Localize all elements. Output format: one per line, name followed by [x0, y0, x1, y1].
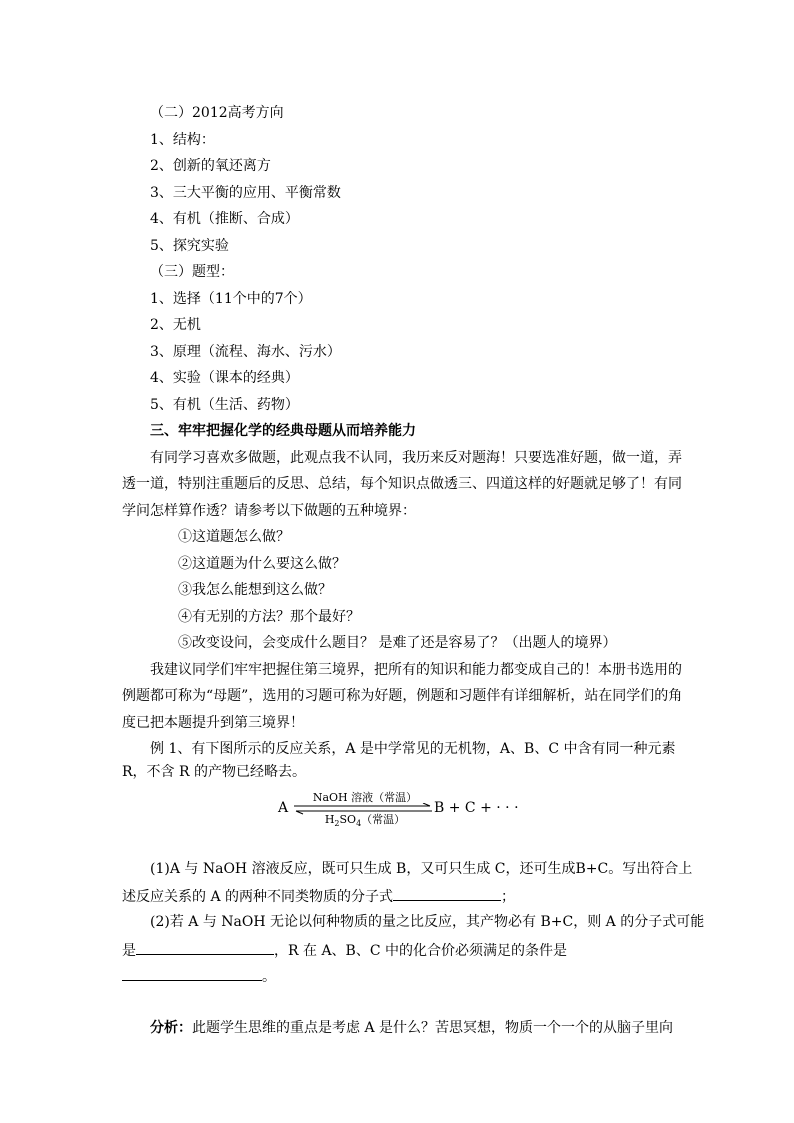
realm-3: ③我怎么能想到这么做？ — [178, 582, 332, 598]
analysis-line: 分析：此题学生思维的重点是考虑 A 是什么？苦思冥想，物质一个一个的从脑子里向 — [150, 1020, 674, 1036]
answer-blank-2[interactable] — [136, 940, 274, 955]
type-item-1: 1、选择（11个中的7个） — [150, 291, 312, 307]
question-2-line-3: 。 — [122, 966, 276, 986]
realm-4: ④有无别的方法？那个最好？ — [178, 609, 360, 625]
type-item-4: 4、实验（课本的经典） — [150, 370, 299, 386]
outline-item-5: 5、探究实验 — [150, 238, 229, 254]
outline-item-4: 4、有机（推断、合成） — [150, 211, 299, 227]
reactant-a: A — [278, 800, 289, 816]
paragraph-2-line-1: 我建议同学们牢牢把握住第三境界，把所有的知识和能力都变成自己的！本册书选用的 — [150, 662, 682, 678]
paragraph-2-line-3: 度已把本题提升到第三境界！ — [122, 715, 304, 731]
type-item-3: 3、原理（流程、海水、污水） — [150, 344, 341, 360]
type-item-5: 5、有机（生活、药物） — [150, 397, 299, 413]
outline-heading-3: （三）题型： — [150, 264, 234, 280]
question-2-line-2: 是 ，R 在 A、B、C 中的化合价必须满足的条件是 — [122, 940, 567, 960]
realm-5: ⑤改变设问，会变成什么题目？ 是难了还是容易了？（出题人的境界） — [178, 635, 617, 651]
example-line-2: R，不含 R 的产物已经略去。 — [122, 764, 306, 780]
outline-item-2: 2、创新的氧还离方 — [150, 158, 271, 174]
outline-item-3: 3、三大平衡的应用、平衡常数 — [150, 185, 341, 201]
answer-blank-3[interactable] — [122, 966, 262, 981]
realm-2: ②这道题为什么要这么做？ — [178, 556, 346, 572]
paragraph-1-line-1: 有同学习喜欢多做题，此观点我不认同，我历来反对题海！只要选准好题，做一道，弄 — [150, 450, 682, 466]
section-heading: 三、牢牢把握化学的经典母题从而培养能力 — [150, 423, 416, 439]
paragraph-1-line-2: 透一道，特别注重题后的反思、总结，每个知识点做透三、四道这样的好题就足够了！有同 — [122, 476, 682, 492]
answer-blank-1[interactable] — [393, 886, 501, 901]
forward-condition: NaOH 溶液（常温） — [312, 791, 418, 804]
question-2-line-1: (2)若 A 与 NaOH 无论以何种物质的量之比反应，其产物必有 B+C，则 A 的分子式可能 — [150, 914, 705, 930]
question-1-line-1: (1)A 与 NaOH 溶液反应，既可只生成 B，又可只生成 C，还可生成B+C。写出符合上 — [150, 861, 693, 877]
question-1-line-2: 述反应关系的 A 的两种不同类物质的分子式 ； — [122, 886, 515, 906]
realm-1: ①这道题怎么做？ — [178, 529, 290, 545]
outline-heading-2: （二）2012高考方向 — [150, 105, 284, 121]
type-item-2: 2、无机 — [150, 317, 201, 333]
outline-item-1: 1、结构： — [150, 132, 215, 148]
paragraph-2-line-2: 例题都可称为“母题”，选用的习题可称为好题，例题和习题伴有详细解析，站在同学们的角 — [122, 688, 683, 704]
products: B + C + · · · — [434, 800, 519, 816]
example-line-1: 例 1、有下图所示的反应关系，A 是中学常见的无机物，A、B、C 中含有同一种元素 — [150, 741, 676, 757]
paragraph-1-line-3: 学问怎样算作透？请参考以下做题的五种境界： — [122, 503, 416, 519]
reverse-condition: $H_2SO_4$（常温） — [324, 813, 406, 829]
